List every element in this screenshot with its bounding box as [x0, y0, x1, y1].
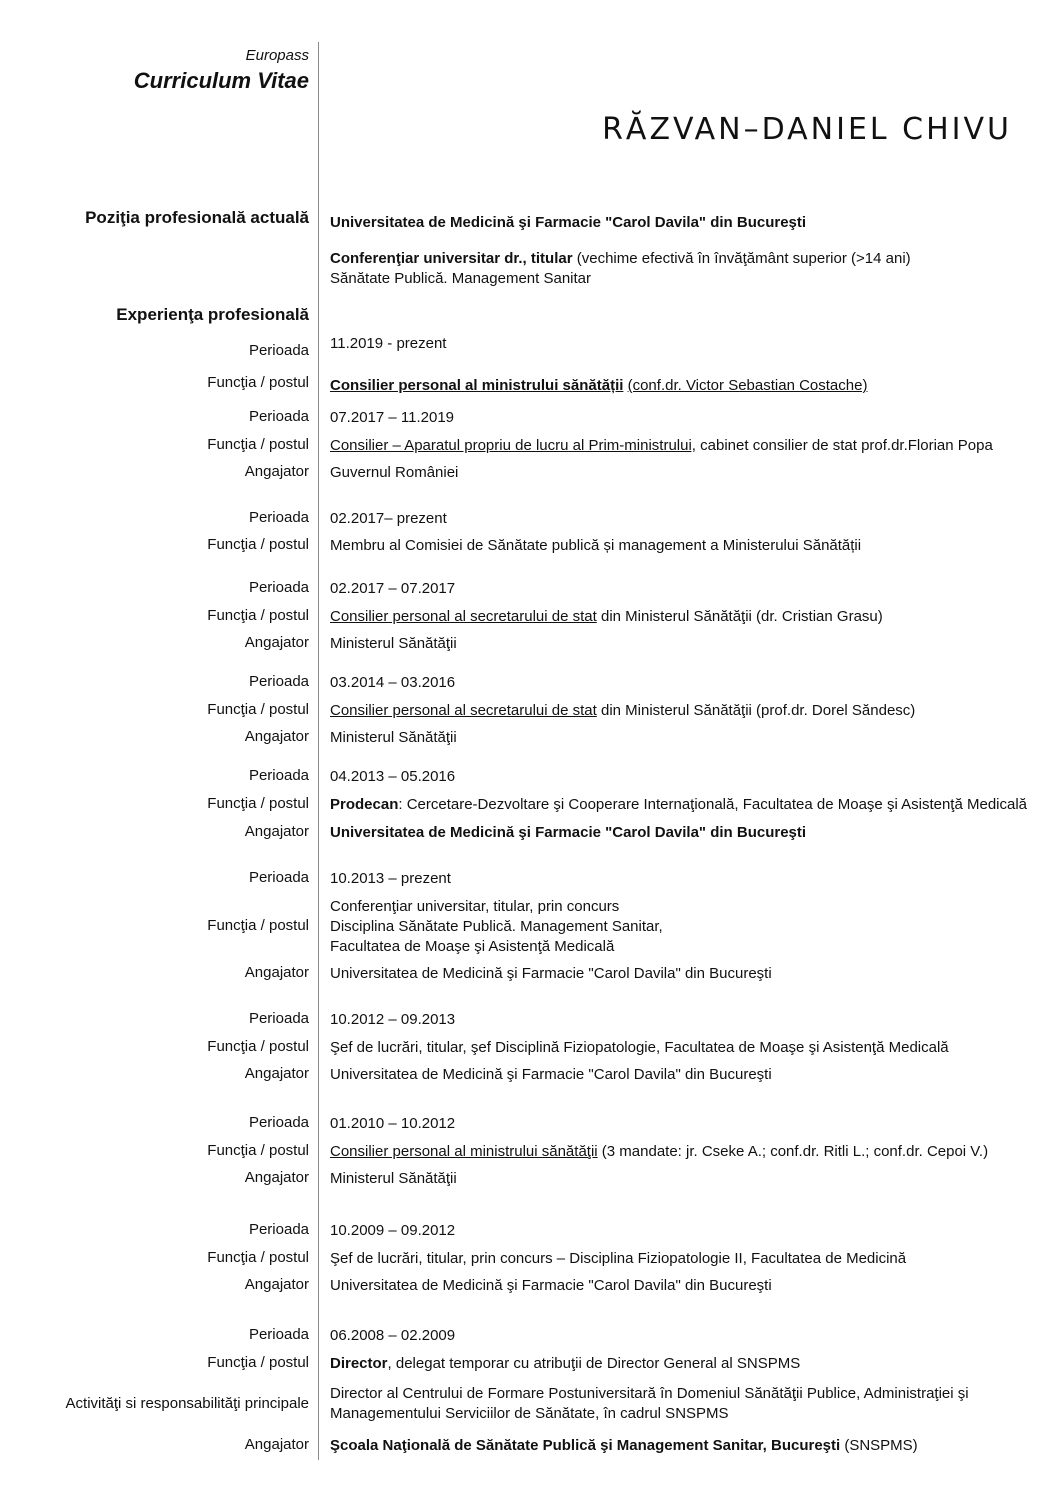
- role-rest: din Ministerul Sănătăţii (prof.dr. Dorel Săndesc): [596, 702, 916, 719]
- role-label: Funcţia / postul: [207, 1038, 309, 1055]
- europass-label: Europass: [245, 47, 309, 64]
- role-rest: , delegat temporar cu atribuţii de Director General al SNSPMS: [387, 1355, 801, 1372]
- section-title-position: Poziţia profesională actuală: [85, 208, 309, 227]
- employer-label: Angajator: [244, 823, 309, 840]
- role-rest: din Ministerul Sănătăţii (dr. Cristian Grasu): [596, 608, 883, 625]
- activities-line-2: Managementului Serviciilor de Sănătate, în cadrul SNSPMS: [330, 1405, 729, 1422]
- role-link[interactable]: Consilier personal al ministrului sănătății: [330, 377, 624, 394]
- role-label: Funcţia / postul: [207, 795, 309, 812]
- employer-value: Universitatea de Medicină şi Farmacie "Carol Davila" din Bucureşti: [330, 1066, 772, 1083]
- role-value: Membru al Comisiei de Sănătate publică și management a Ministerului Sănătății: [330, 537, 862, 554]
- role-value: [330, 1354, 800, 1374]
- role-line-2: Disciplina Sănătate Publică. Management Sanitar,: [330, 918, 663, 935]
- employer-label: Angajator: [244, 964, 309, 981]
- period-value: 10.2009 – 09.2012: [330, 1222, 456, 1239]
- role-link[interactable]: Consilier personal al ministrului sănătăţii: [330, 1143, 598, 1160]
- employer-label: Angajator: [244, 1276, 309, 1293]
- role-link[interactable]: Consilier personal al secretarului de stat: [330, 608, 597, 625]
- role-rest: cabinet consilier de stat prof.dr.Florian Popa: [695, 437, 993, 454]
- role-rest: : Cercetare-Dezvoltare şi Cooperare Internaţională, Facultatea de Moaşe şi Asistenţă Medicală: [398, 796, 1028, 813]
- role-note[interactable]: (conf.dr. Victor Sebastian Costache): [627, 377, 868, 394]
- period-label: Perioada: [248, 1010, 309, 1027]
- role-label: Funcţia / postul: [207, 917, 309, 934]
- employer-value: Universitatea de Medicină şi Farmacie "Carol Davila" din Bucureşti: [330, 965, 772, 982]
- period-label: Perioada: [248, 1221, 309, 1238]
- period-label: Perioada: [248, 1114, 309, 1131]
- role-label: Funcţia / postul: [207, 436, 309, 453]
- employer-value: [330, 1436, 918, 1456]
- period-value: 02.2017– prezent: [330, 510, 447, 527]
- activities-label: Activităţi si responsabilităţi principale: [65, 1395, 309, 1412]
- role-bold: Prodecan: [330, 796, 399, 813]
- role-rest: (3 mandate: jr. Cseke A.; conf.dr. Ritli L.; conf.dr. Cepoi V.): [597, 1143, 989, 1160]
- employer-value: Guvernul României: [330, 464, 459, 481]
- role-value: Şef de lucrări, titular, prin concurs – Disciplina Fiziopatologie II, Facultatea de Medicină: [330, 1250, 907, 1267]
- period-value: 10.2012 – 09.2013: [330, 1011, 456, 1028]
- role-link[interactable]: Consilier personal al secretarului de stat: [330, 702, 597, 719]
- employer-label: Angajator: [244, 1436, 309, 1453]
- employer-label: Angajator: [244, 728, 309, 745]
- role-line-3: Facultatea de Moaşe şi Asistenţă Medicală: [330, 938, 615, 955]
- employer-value: Ministerul Sănătăţii: [330, 1170, 457, 1187]
- candidate-name: RĂZVAN–DANIEL CHIVU: [602, 112, 1012, 147]
- employer-label: Angajator: [244, 463, 309, 480]
- role-label: Funcţia / postul: [207, 1354, 309, 1371]
- period-label: Perioada: [248, 342, 309, 359]
- position-title: Conferenţiar universitar dr., titular: [330, 250, 573, 267]
- period-label: Perioada: [248, 509, 309, 526]
- role-value: [330, 1142, 988, 1162]
- role-value: [330, 376, 867, 396]
- period-value: 03.2014 – 03.2016: [330, 674, 456, 691]
- role-bold: Director: [330, 1355, 388, 1372]
- employer-label: Angajator: [244, 1169, 309, 1186]
- role-value: [330, 436, 993, 456]
- period-label: Perioada: [248, 673, 309, 690]
- period-value: 07.2017 – 11.2019: [330, 409, 455, 426]
- role-label: Funcţia / postul: [207, 1249, 309, 1266]
- employer-label: Angajator: [244, 1065, 309, 1082]
- period-value: 01.2010 – 10.2012: [330, 1115, 456, 1132]
- position-title-line: [330, 249, 911, 269]
- period-value: 06.2008 – 02.2009: [330, 1327, 456, 1344]
- employer-rest: (SNSPMS): [840, 1437, 918, 1454]
- role-value: [330, 701, 915, 721]
- role-label: Funcţia / postul: [207, 536, 309, 553]
- role-line-1: Conferenţiar universitar, titular, prin concurs: [330, 898, 620, 915]
- period-label: Perioada: [248, 869, 309, 886]
- employer-value: Universitatea de Medicină şi Farmacie "Carol Davila" din Bucureşti: [330, 824, 807, 841]
- position-title-note: (vechime efectivă în învăţământ superior (>14 ani): [572, 250, 911, 267]
- employer-label: Angajator: [244, 634, 309, 651]
- period-value: 02.2017 – 07.2017: [330, 580, 456, 597]
- section-title-experience: Experienţa profesională: [116, 305, 309, 324]
- role-value: Şef de lucrări, titular, şef Disciplină Fiziopatologie, Facultatea de Moaşe şi Asistenţă Medicală: [330, 1039, 949, 1056]
- period-label: Perioada: [248, 579, 309, 596]
- period-value: 11.2019 - prezent: [330, 335, 447, 352]
- period-label: Perioada: [248, 767, 309, 784]
- period-value: 10.2013 – prezent: [330, 870, 451, 887]
- employer-bold: Şcoala Naţională de Sănătate Publică şi Management Sanitar, Bucureşti: [330, 1437, 841, 1454]
- role-value: [330, 607, 883, 627]
- role-label: Funcţia / postul: [207, 607, 309, 624]
- period-value: 04.2013 – 05.2016: [330, 768, 456, 785]
- employer-value: Ministerul Sănătăţii: [330, 729, 457, 746]
- role-label: Funcţia / postul: [207, 374, 309, 391]
- position-institution: Universitatea de Medicină şi Farmacie "Carol Davila" din Bucureşti: [330, 214, 807, 231]
- role-label: Funcţia / postul: [207, 1142, 309, 1159]
- period-label: Perioada: [248, 1326, 309, 1343]
- employer-value: Ministerul Sănătăţii: [330, 635, 457, 652]
- employer-value: Universitatea de Medicină şi Farmacie "Carol Davila" din Bucureşti: [330, 1277, 772, 1294]
- position-field: Sănătate Publică. Management Sanitar: [330, 270, 591, 287]
- role-label: Funcţia / postul: [207, 701, 309, 718]
- activities-line-1: Director al Centrului de Formare Postuniversitară în Domeniul Sănătăţii Publice, Administraţiei şi: [330, 1385, 969, 1402]
- column-divider: [318, 42, 319, 1460]
- cv-title: Curriculum Vitae: [133, 68, 309, 93]
- period-label: Perioada: [248, 408, 309, 425]
- role-link[interactable]: Consilier – Aparatul propriu de lucru al Prim-ministrului,: [330, 437, 696, 454]
- role-value: [330, 795, 1027, 815]
